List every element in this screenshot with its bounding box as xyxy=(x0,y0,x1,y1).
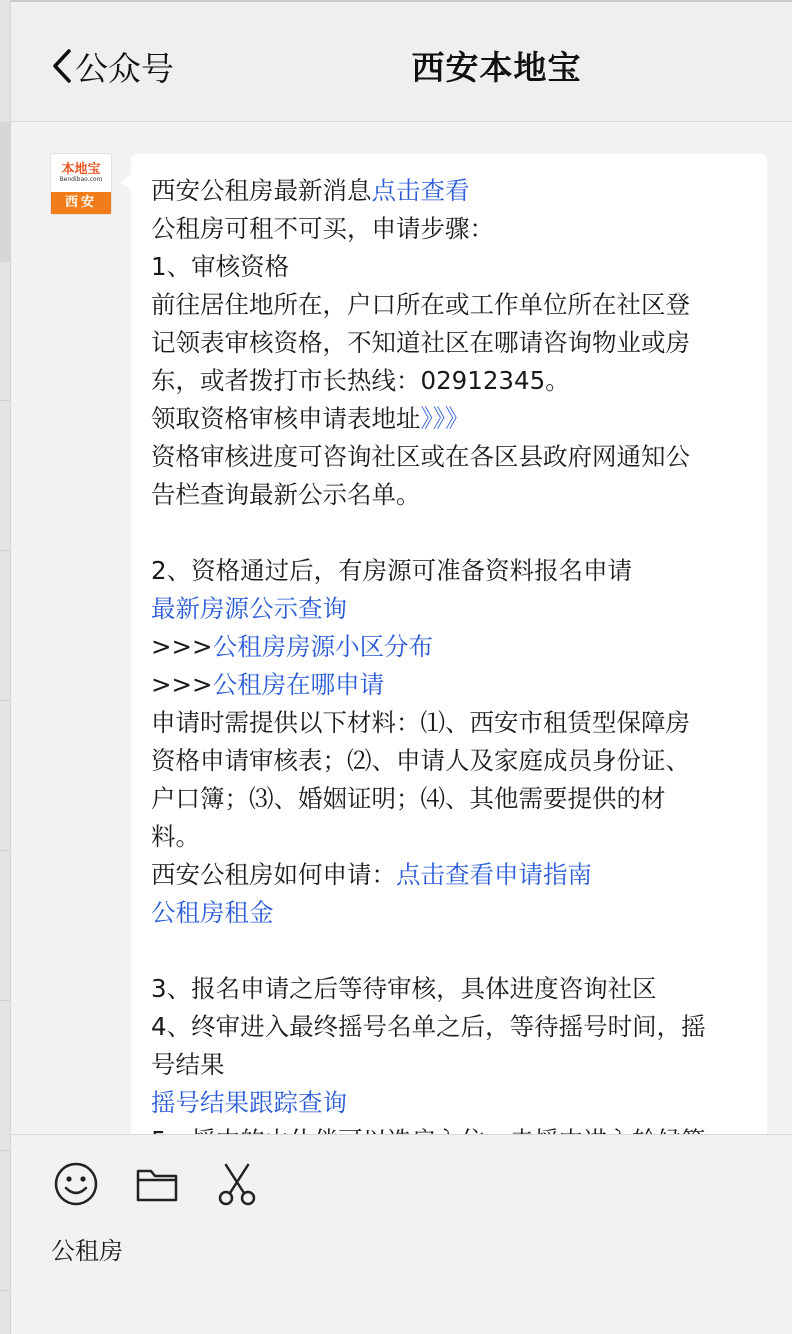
file-button[interactable] xyxy=(135,1165,179,1207)
divider xyxy=(0,850,10,851)
housing-distribution-link[interactable]: 公租房房源小区分布 xyxy=(212,632,434,661)
message-input[interactable]: 公租房 xyxy=(51,1237,123,1265)
arrow-prefix: >>> xyxy=(151,670,213,699)
logo-city: 西安 xyxy=(51,192,111,214)
input-area xyxy=(11,1134,792,1334)
title-bar xyxy=(11,0,792,122)
logo-subtext: Bendibao.com xyxy=(59,176,103,183)
divider xyxy=(0,1290,10,1291)
chat-area[interactable] xyxy=(11,122,792,1134)
blank-line xyxy=(151,514,749,552)
screenshot-button[interactable] xyxy=(216,1163,258,1211)
logo-text: 本地宝 xyxy=(61,162,101,177)
application-guide-link[interactable]: 点击查看申请指南 xyxy=(396,860,592,889)
message-line: 2、资格通过后，有房源可准备资料报名申请 xyxy=(151,556,633,585)
lottery-result-link[interactable]: 摇号结果跟踪查询 xyxy=(151,1088,347,1117)
scissors-icon xyxy=(216,1163,258,1207)
message-bubble[interactable] xyxy=(131,154,767,1254)
sidebar-selected-chat xyxy=(0,122,10,262)
arrow-prefix: >>> xyxy=(151,632,213,661)
message-line: 户口簿；⑶、婚姻证明；⑷、其他需要提供的材 xyxy=(151,784,666,813)
message-line: 4、终审进入最终摇号名单之后，等待摇号时间，摇 xyxy=(151,1012,706,1041)
message-line xyxy=(151,628,749,666)
avatar[interactable] xyxy=(51,154,111,214)
divider xyxy=(0,1000,10,1001)
divider xyxy=(0,550,10,551)
message-line xyxy=(151,400,749,438)
message-line xyxy=(151,666,749,704)
housing-notice-link[interactable]: 最新房源公示查询 xyxy=(151,594,347,623)
rent-link[interactable]: 公租房租金 xyxy=(151,898,274,927)
message-line: 申请时需提供以下材料：⑴、西安市租赁型保障房 xyxy=(151,708,690,737)
divider xyxy=(0,700,10,701)
page-title: 西安本地宝 xyxy=(411,48,582,87)
divider xyxy=(0,400,10,401)
message-line: 料。 xyxy=(151,822,200,851)
message-line: 1、审核资格 xyxy=(151,252,290,281)
message-line: 记领表审核资格，不知道社区在哪请咨询物业或房 xyxy=(151,328,690,357)
message-line: 告栏查询最新公示名单。 xyxy=(151,480,421,509)
message-line: 资格审核进度可咨询社区或在各区县政府网通知公 xyxy=(151,442,690,471)
message-line: 号结果 xyxy=(151,1050,225,1079)
message-text: 西安公租房如何申请： xyxy=(151,860,396,889)
message-line: 资格申请审核表；⑵、申请人及家庭成员身份证、 xyxy=(151,746,690,775)
left-sidebar-edge xyxy=(0,0,11,1334)
message-line xyxy=(151,172,749,210)
divider xyxy=(0,1150,10,1151)
message-line: 东，或者拨打市长热线：02912345。 xyxy=(151,366,570,395)
back-label: 公众号 xyxy=(75,48,174,88)
emoji-icon xyxy=(53,1161,99,1207)
view-link[interactable]: 点击查看 xyxy=(371,176,470,205)
message-line xyxy=(151,856,749,894)
where-to-apply-link[interactable]: 公租房在哪申请 xyxy=(212,670,385,699)
message-line: 公租房可租不可买，申请步骤： xyxy=(151,214,494,243)
message-text: 西安公租房最新消息 xyxy=(151,176,372,205)
form-address-link[interactable]: 》》》 xyxy=(420,404,470,433)
message-line: 3、报名申请之后等待审核，具体进度咨询社区 xyxy=(151,974,657,1003)
emoji-button[interactable] xyxy=(53,1161,99,1211)
folder-icon xyxy=(135,1165,179,1203)
message-text: 领取资格审核申请表地址 xyxy=(151,404,421,433)
blank-line xyxy=(151,932,749,970)
message-line: 前往居住地所在，户口所在或工作单位所在社区登 xyxy=(151,290,690,319)
